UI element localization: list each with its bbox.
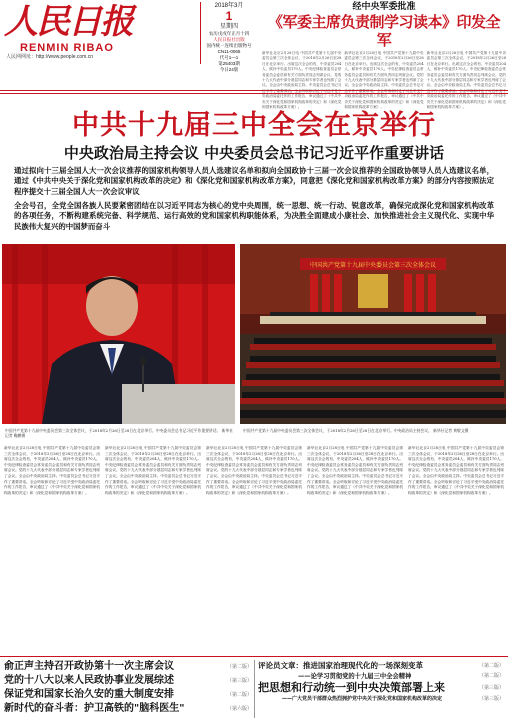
- commentary-link[interactable]: 评论员文章：推进国家治理现代化的一场深刻变革 （第二版）: [258, 661, 504, 670]
- lead-headline[interactable]: 中共十九届三中全会在京举行: [72, 110, 436, 141]
- hall-banner: 中国共产党第十九届中央委员会第三次全体会议: [309, 262, 437, 269]
- plenary-illustration: [240, 244, 506, 424]
- top-story-col: 新华社北京2月28日电 中国共产党第十九届中央委员会第三次全体会议，于2018年2月26日至28日在北京举行。出席这次全会的有，中央委员204人，候补中央委员170人。中央纪律检查委员会常务委员会委员和有关方面负责同志列席会议。党的十九大代表中部分基层同志和专家学者也列席了会议。全会由中央政治局主持。中央委员会总书记习近平作了重要讲话。全会听取和讨论了习近平受中央政治局委托作的工作报告，审议通过了《中共中央关于深化党和国家机构改革的决定》和《深化党和国家机构改革方案》。: [262, 51, 342, 110]
- masthead: [4, 2, 146, 62]
- index-item[interactable]: 俞正声主持召开政协第十一次主席会议 （第二版）: [4, 661, 252, 672]
- top-story-col: 新华社北京2月28日电 中国共产党第十九届中央委员会第三次全体会议，于2018年2月26日至28日在北京举行。出席这次全会的有，中央委员204人，候补中央委员170人。中央纪律检查委员会常务委员会委员和有关方面负责同志列席会议。党的十九大代表中部分基层同志和专家学者也列席了会议。全会由中央政治局主持。中央委员会总书记习近平作了重要讲话。全会听取和讨论了习近平受中央政治局委托作的工作报告，审议通过了《中共中央关于深化党和国家机构改革的决定》和《深化党和国家机构改革方案》。: [426, 51, 506, 110]
- masthead-rule: [0, 90, 508, 91]
- lead-subhead: 中央政治局主持会议 中央委员会总书记习近平作重要讲话: [63, 144, 445, 162]
- lunar-date: 农历戊戌年正月十四: [208, 31, 250, 36]
- top-story-kicker: 经中央军委批准: [352, 2, 416, 12]
- speaker-illustration: [2, 244, 235, 424]
- day: 1: [225, 9, 233, 23]
- article-column: 新华社北京2月28日电 中国共产党第十九届中央委员会第三次全体会议，于2018年2月26日至28日在北京举行。出席这次全会的有，中央委员204人，候补中央委员170人。中央纪律检查委员会常务委员会委员和有关方面负责同志列席会议。党的十九大代表中部分基层同志和专家学者也列席了会议。全会由中央政治局主持。中央委员会总书记习近平作了重要讲话。全会听取和讨论了习近平受中央政治局委托作的工作报告，审议通过了《中共中央关于深化党和国家机构改革的决定》和《深化党和国家机构改革方案》。: [408, 446, 504, 495]
- top-story-title[interactable]: 《军委主席负责制学习读本》印发全军: [267, 13, 500, 49]
- top-story-col: 新华社北京2月28日电 中国共产党第十九届中央委员会第三次全体会议，于2018年2月26日至28日在北京举行。出席这次全会的有，中央委员204人，候补中央委员170人。中央纪律检查委员会常务委员会委员和有关方面负责同志列席会议。党的十九大代表中部分基层同志和专家学者也列席了会议。全会由中央政治局主持。中央委员会总书记习近平作了重要讲话。全会听取和讨论了习近平受中央政治局委托作的工作报告，审议通过了《中共中央关于深化党和国家机构改革的决定》和《深化党和国家机构改革方案》。: [344, 51, 424, 110]
- date-block: [200, 2, 257, 72]
- lead-deck: 通过拟向十三届全国人大一次会议推荐的国家机构领导人员人选建议名单和拟向全国政协十三届一次会议推荐的全国政协领导人员人选建议名单，通过《中共中央关于深化党和国家机构改革的决定》和《深化党和国家机构改革方案》，同意把《深化党和国家机构改革方案》的部分内容按照法定程序提交十三届全国人大一次会议审议: [14, 166, 494, 196]
- weekday: 星期四: [219, 24, 238, 30]
- feature-link[interactable]: 把思想和行动统一到中央决策部署上来 （第三版）: [258, 681, 504, 694]
- index-left: [4, 660, 252, 716]
- newspaper-pinyin: RENMIN RIBAO: [20, 42, 114, 54]
- year-month: 2018年3月: [214, 3, 244, 9]
- article-body: [4, 446, 504, 654]
- masthead-rule-thin: [0, 93, 508, 94]
- article-column: 新华社北京2月28日电 中国共产党第十九届中央委员会第三次全体会议，于2018年2月26日至28日在北京举行。出席这次全会的有，中央委员204人，候补中央委员170人。中央纪律检查委员会常务委员会委员和有关方面负责同志列席会议。党的十九大代表中部分基层同志和专家学者也列席了会议。全会由中央政治局主持。中央委员会总书记习近平作了重要讲话。全会听取和讨论了习近平受中央政治局委托作的工作报告，审议通过了《中共中央关于深化党和国家机构改革的决定》和《深化党和国家机构改革方案》。: [105, 446, 201, 495]
- page-count: 今日24版: [219, 67, 239, 72]
- article-column: 新华社北京2月28日电 中国共产党第十九届中央委员会第三次全体会议，于2018年2月26日至28日在北京举行。出席这次全会的有，中央委员204人，候补中央委员170人。中央纪律检查委员会常务委员会委员和有关方面负责同志列席会议。党的十九大代表中部分基层同志和专家学者也列席了会议。全会由中央政治局主持。中央委员会总书记习近平作了重要讲话。全会听取和讨论了习近平受中央政治局委托作的工作报告，审议通过了《中共中央关于深化党和国家机构改革的决定》和《深化党和国家机构改革方案》。: [4, 446, 100, 495]
- bottom-rule: [0, 656, 508, 657]
- newspaper-logo: 人民日报: [4, 2, 132, 42]
- index-right: [258, 660, 504, 704]
- article-column: 新华社北京2月28日电 中国共产党第十九届中央委员会第三次全体会议，于2018年2月26日至28日在北京举行。出席这次全会的有，中央委员204人，候补中央委员170人。中央纪律检查委员会常务委员会委员和有关方面负责同志列席会议。党的十九大代表中部分基层同志和专家学者也列席了会议。全会由中央政治局主持。中央委员会总书记习近平作了重要讲话。全会听取和讨论了习近平受中央政治局委托作的工作报告，审议通过了《中共中央关于深化党和国家机构改革的决定》和《深化党和国家机构改革方案》。: [206, 446, 302, 495]
- issue-number: 第25403期: [218, 61, 240, 66]
- lead-summary: 全会号召，全党全国各族人民要紧密团结在以习近平同志为核心的党中央周围，统一思想、统一行动、锐意改革，确保完成深化党和国家机构改革的各项任务，不断构建系统完备、科学规范、运行高效的党和国家机构职能体系，为决胜全面建成小康社会、加快推进社会主义现代化、实现中华民族伟大复兴的中国梦而奋斗: [14, 201, 494, 231]
- photo-left-caption: 中国共产党第十九届中央委员会第三次全体会议，于2018年2月26日至28日在北京举行。中央委员会总书记习近平作重要讲话。 新华社记者 鞠鹏摄: [5, 428, 233, 438]
- publisher: 人民日报社出版: [213, 37, 245, 42]
- serial-label: 国内统一连续出版物号: [206, 43, 252, 48]
- feature-sub: ——广大党员干部群众热烈拥护党中央关于深化党和国家机构改革的决定 （第三版）: [282, 696, 504, 702]
- index-item[interactable]: 保证党和国家长治久安的重大制度安排 （第二版）: [4, 689, 252, 700]
- photo-plenary[interactable]: [240, 244, 506, 433]
- index-divider: [254, 660, 255, 718]
- photo-speaker[interactable]: [2, 244, 235, 438]
- photo-right-caption: 中国共产党第十九届中央委员会第三次全体会议，于2018年2月26日至28日在北京举行。中央政治局主持会议。 新华社记者 黄敬文摄: [243, 428, 469, 433]
- issue-code: 代号1—1: [219, 55, 239, 60]
- top-story: [262, 2, 506, 110]
- index-item[interactable]: 新时代的奋斗者：护卫高铁的"脑科医生" （第六版）: [4, 703, 252, 714]
- index-item[interactable]: 党的十八大以来人民政协事业发展综述 （第三版）: [4, 675, 252, 686]
- top-story-body: [262, 51, 506, 110]
- article-column: 新华社北京2月28日电 中国共产党第十九届中央委员会第三次全体会议，于2018年2月26日至28日在北京举行。出席这次全会的有，中央委员204人，候补中央委员170人。中央纪律检查委员会常务委员会委员和有关方面负责同志列席会议。党的十九大代表中部分基层同志和专家学者也列席了会议。全会由中央政治局主持。中央委员会总书记习近平作了重要讲话。全会听取和讨论了习近平受中央政治局委托作的工作报告，审议通过了《中共中央关于深化党和国家机构改革的决定》和《深化党和国家机构改革方案》。: [307, 446, 403, 495]
- commentary-sub: ——论学习贯彻党的十九届三中全会精神 （第二版）: [298, 673, 504, 680]
- website-url[interactable]: 人民网网址：http://www.people.com.cn: [6, 54, 93, 60]
- serial-number: CN11-0065: [217, 49, 241, 54]
